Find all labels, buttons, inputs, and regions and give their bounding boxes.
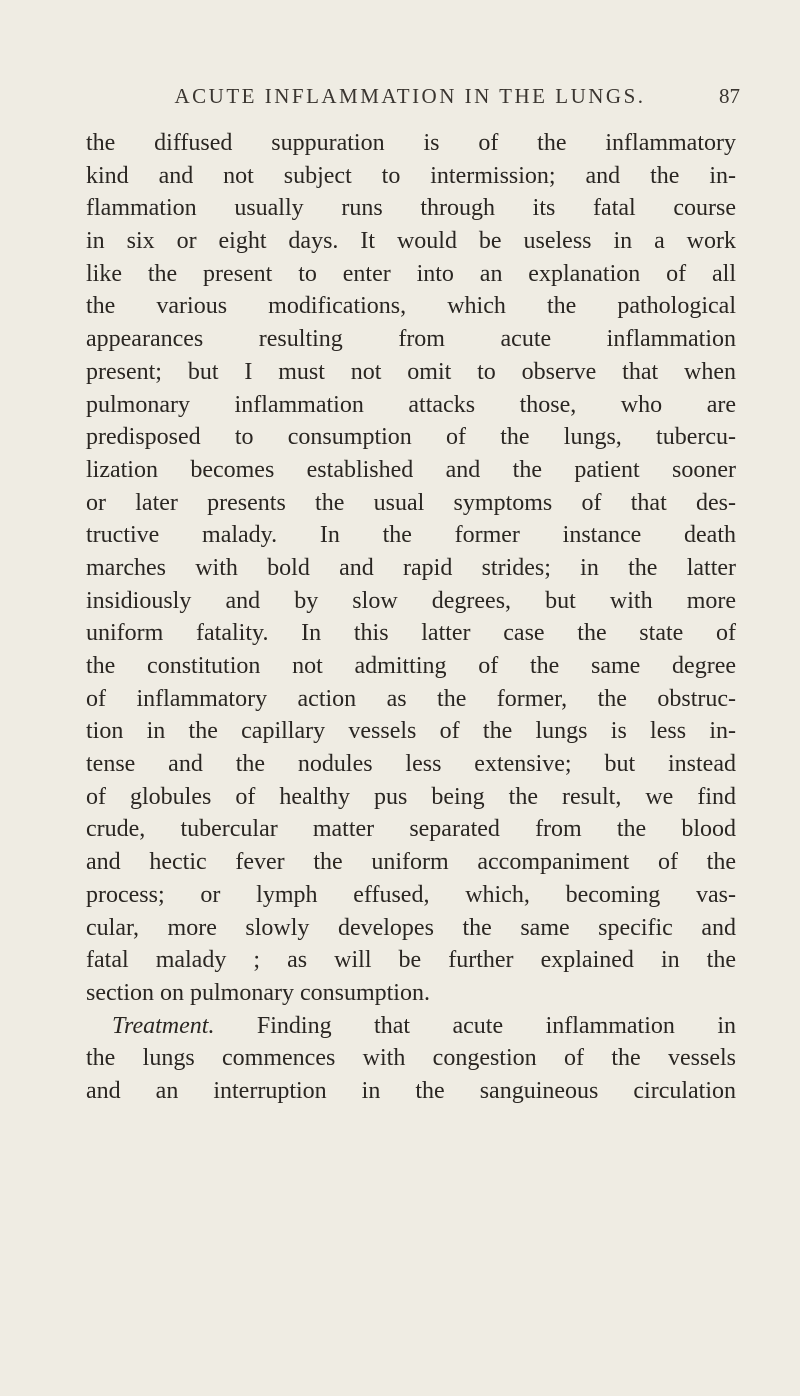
text-line: and an interruption in the sanguineous circulation xyxy=(86,1077,736,1104)
treatment-heading: Treatment. xyxy=(112,1012,215,1039)
text-line: predisposed to consumption of the lungs, tubercu- xyxy=(86,424,736,451)
text-line: uniform fatality. In this latter case the state of xyxy=(86,620,736,647)
text-body xyxy=(86,127,736,1108)
text-line: flammation usually runs through its fatal course xyxy=(86,195,736,222)
text-line: marches with bold and rapid strides; in the latter xyxy=(86,554,736,581)
text-line: tion in the capillary vessels of the lungs is less in- xyxy=(86,718,736,745)
text-line: the constitution not admitting of the same degree xyxy=(86,653,736,679)
text-line: present; but I must not omit to observe that when xyxy=(86,358,736,385)
text-line: cular, more slowly developes the same specific and xyxy=(86,914,736,941)
running-title: ACUTE INFLAMMATION IN THE LUNGS. xyxy=(174,84,646,108)
text-line: the lungs commences with congestion of the vessels xyxy=(86,1045,736,1072)
text-line: and hectic fever the uniform accompaniment of the xyxy=(86,849,736,876)
text-line: crude, tubercular matter separated from the blood xyxy=(86,816,736,843)
text-line: insidiously and by slow degrees, but with more xyxy=(86,587,736,614)
text-line: appearances resulting from acute inflammation xyxy=(86,326,736,353)
text-line: in six or eight days. It would be useless in a work xyxy=(86,228,736,255)
text-line: kind and not subject to intermission; and the in- xyxy=(86,162,736,189)
running-head xyxy=(80,84,740,114)
text-line: of inflammatory action as the former, the obstruc- xyxy=(86,685,736,712)
text-line: the diffused suppuration is of the inflammatory xyxy=(86,130,736,156)
text-line: of globules of healthy pus being the result, we find xyxy=(86,783,736,810)
text-line: lization becomes established and the patient sooner xyxy=(86,456,736,483)
treatment-paragraph-start xyxy=(86,1010,736,1043)
text-line: tense and the nodules less extensive; but instead xyxy=(86,751,736,778)
text-line: the various modifications, which the pathological xyxy=(86,293,736,320)
treatment-line-text: Finding that acute inflammation in xyxy=(256,1012,736,1039)
text-line: fatal malady ; as will be further explained in the xyxy=(86,947,736,974)
text-line: section on pulmonary consumption. xyxy=(86,979,430,1006)
text-line: pulmonary inflammation attacks those, who are xyxy=(86,391,736,418)
text-line: or later presents the usual symptoms of that des- xyxy=(86,489,736,516)
text-line: tructive malady. In the former instance death xyxy=(86,522,736,549)
text-line: process; or lymph effused, which, becoming vas- xyxy=(86,881,736,908)
page-number: 87 xyxy=(719,84,740,108)
text-line: like the present to enter into an explanation of all xyxy=(86,260,736,287)
